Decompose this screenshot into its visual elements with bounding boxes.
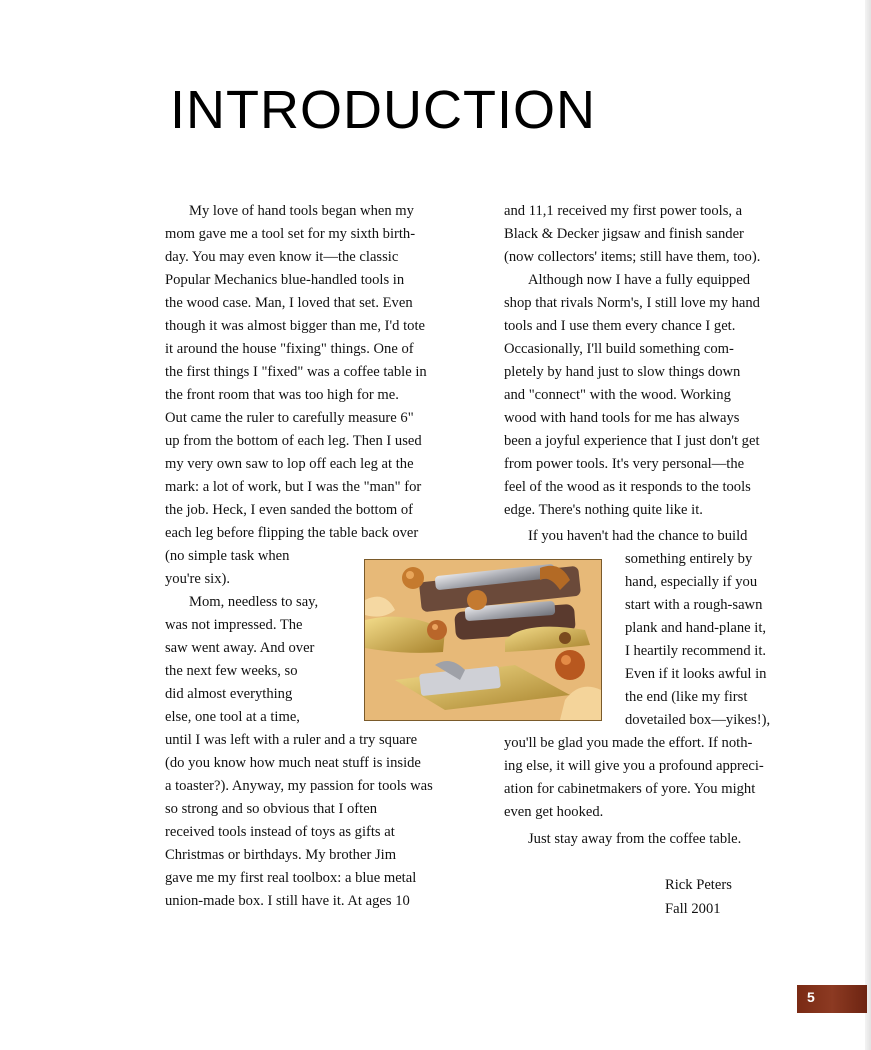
text-line: and "connect" with the wood. Working [504, 387, 731, 403]
left-column [165, 200, 465, 913]
text-line: each leg before flipping the table back over [165, 525, 419, 541]
text-line: you're six). [165, 571, 231, 587]
text-line: plank and hand-plane it, [625, 620, 767, 636]
text-line: Although now I have a fully equipped [528, 272, 751, 288]
hand-planes-photo [364, 559, 602, 721]
text-line: Mom, needless to say, [189, 594, 319, 610]
page-title: INTRODUCTION [170, 80, 596, 140]
text-line: feel of the wood as it responds to the tools [504, 479, 751, 495]
text-line: Popular Mechanics blue-handled tools in [165, 272, 405, 288]
text-line: else, one tool at a time, [165, 709, 300, 725]
text-line: though it was almost bigger than me, I'd tote [165, 318, 426, 334]
page-number: 5 [807, 989, 815, 1005]
text-line: (do you know how much neat stuff is inside [165, 755, 421, 771]
text-line: until I was left with a ruler and a try square [165, 732, 418, 748]
text-line: up from the bottom of each leg. Then I used [165, 433, 422, 449]
text-line: so strong and so obvious that I often [165, 801, 377, 817]
signature-date: Fall 2001 [665, 901, 721, 917]
text-line: ing else, it will give you a profound appreci- [504, 758, 764, 774]
text-line: my very own saw to lop off each leg at the [165, 456, 414, 472]
text-line: been a joyful experience that I just don't get [504, 433, 760, 449]
text-line: was not impressed. The [165, 617, 303, 633]
hand-planes-icon [365, 560, 601, 720]
text-line: even get hooked. [504, 804, 604, 820]
page-edge [865, 0, 871, 1050]
text-line: day. You may even know it—the classic [165, 249, 399, 265]
text-line: the end (like my first [625, 689, 748, 705]
text-line: Black & Decker jigsaw and finish sander [504, 226, 744, 242]
page-number-tab [797, 985, 867, 1013]
text-line: Just stay away from the coffee table. [528, 831, 742, 847]
text-line: saw went away. And over [165, 640, 315, 656]
author-name: Rick Peters [665, 877, 732, 893]
text-line: the front room that was too high for me. [165, 387, 399, 403]
text-line: gave me my first real toolbox: a blue metal [165, 870, 417, 886]
text-line: a toaster?). Anyway, my passion for tools was [165, 778, 433, 794]
text-line: and 11,1 received my first power tools, a [504, 203, 743, 219]
text-line: tools and I use them every chance I get. [504, 318, 736, 334]
text-line: hand, especially if you [625, 574, 758, 590]
text-line: ation for cabinetmakers of yore. You might [504, 781, 756, 797]
text-line: (now collectors' items; still have them, too). [504, 249, 761, 265]
text-line: received tools instead of toys as gifts at [165, 824, 395, 840]
text-line: union-made box. I still have it. At ages 10 [165, 893, 410, 909]
text-line: something entirely by [625, 551, 753, 567]
text-line: mark: a lot of work, but I was the "man" for [165, 479, 422, 495]
text-line: from power tools. It's very personal—the [504, 456, 745, 472]
text-line: (no simple task when [165, 548, 290, 564]
text-line: Out came the ruler to carefully measure 6" [165, 410, 414, 426]
text-line: start with a rough-sawn [625, 597, 763, 613]
text-line: wood with hand tools for me has always [504, 410, 740, 426]
text-line: the wood case. Man, I loved that set. Even [165, 295, 413, 311]
text-line: the next few weeks, so [165, 663, 298, 679]
right-column [504, 200, 804, 851]
text-line: Even if it looks awful in [625, 666, 767, 682]
text-line: dovetailed box—yikes!), [625, 712, 771, 728]
text-line: it around the house "fixing" things. One of [165, 341, 414, 357]
signature [665, 873, 732, 921]
text-line: edge. There's nothing quite like it. [504, 502, 703, 518]
text-line: the job. Heck, I even sanded the bottom of [165, 502, 414, 518]
text-line: did almost everything [165, 686, 293, 702]
text-line: you'll be glad you made the effort. If noth- [504, 735, 753, 751]
text-line: I heartily recommend it. [625, 643, 767, 659]
text-line: pletely by hand just to slow things down [504, 364, 741, 380]
text-line: If you haven't had the chance to build [528, 528, 748, 544]
text-line: My love of hand tools began when my [189, 203, 414, 219]
text-line: Occasionally, I'll build something com- [504, 341, 734, 357]
text-line: Christmas or birthdays. My brother Jim [165, 847, 397, 863]
text-line: the first things I "fixed" was a coffee table in [165, 364, 427, 380]
text-line: mom gave me a tool set for my sixth birth- [165, 226, 416, 242]
text-line: shop that rivals Norm's, I still love my hand [504, 295, 760, 311]
